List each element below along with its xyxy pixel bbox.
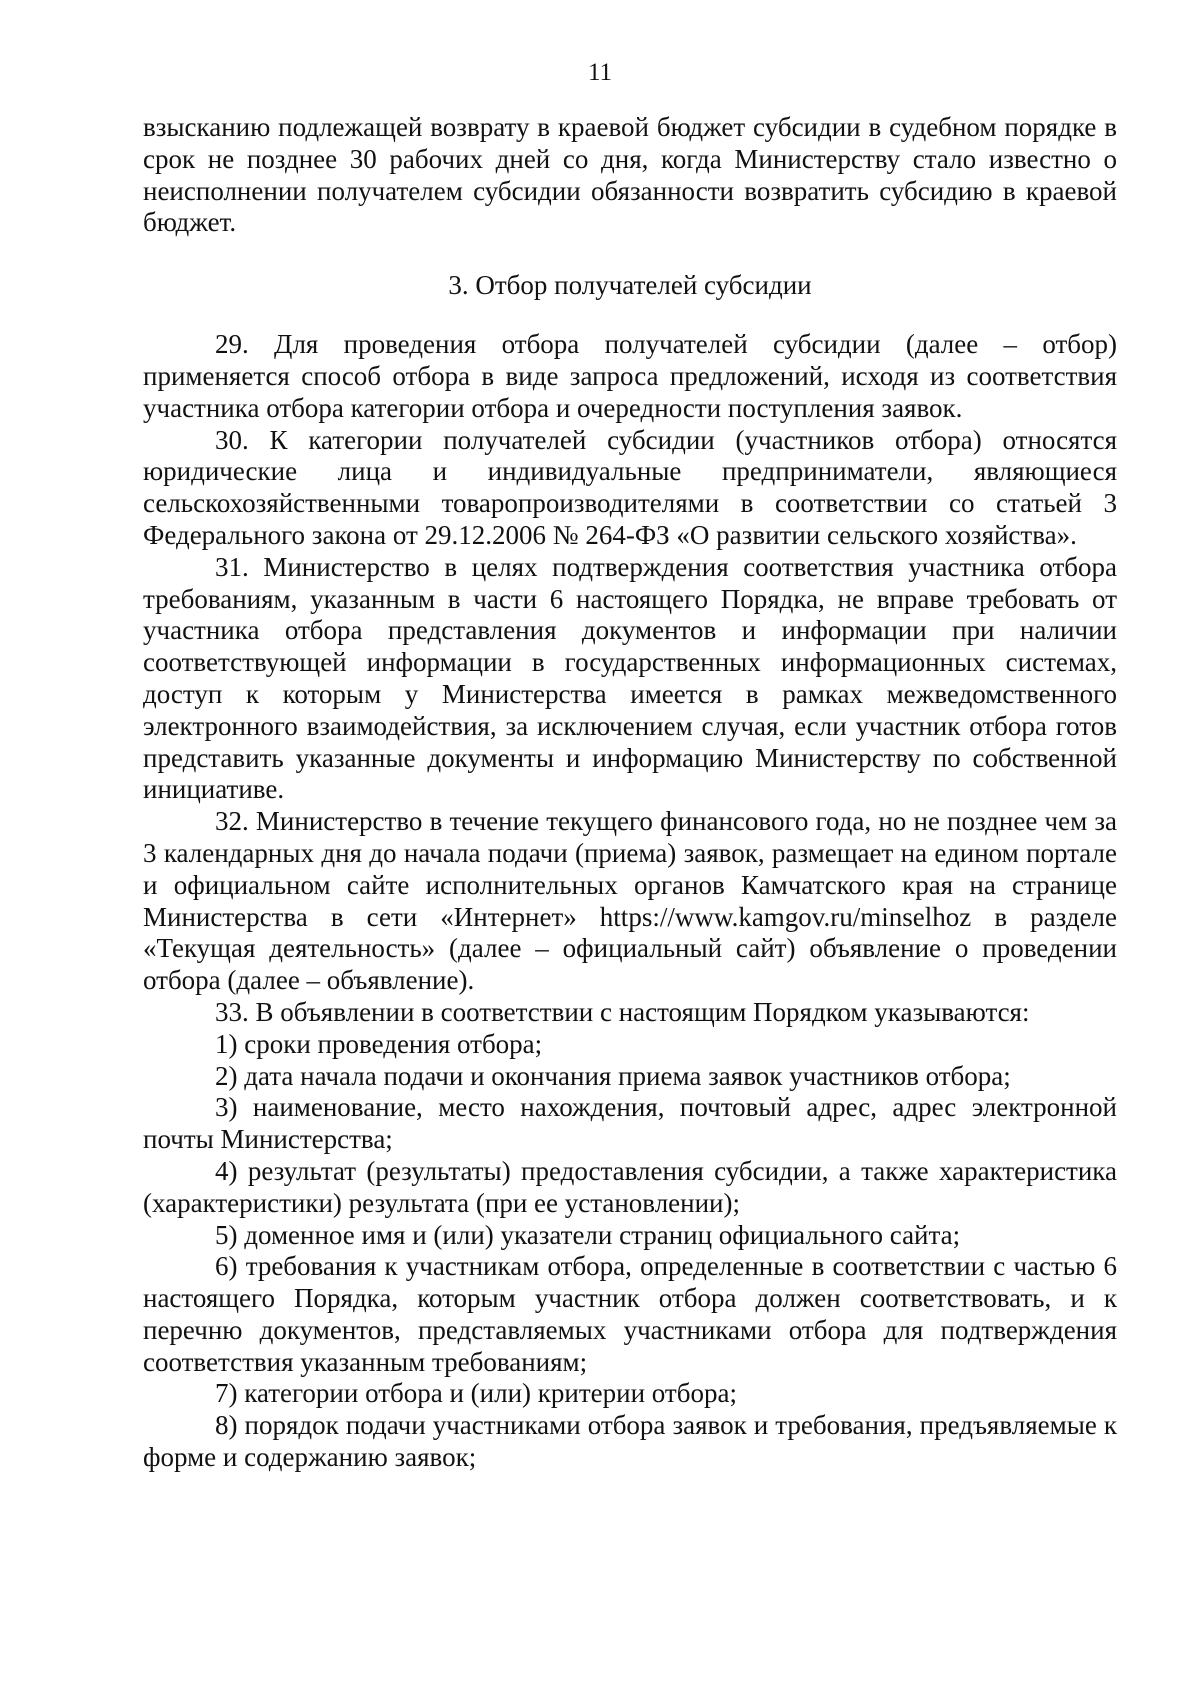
list-item-6: 6) требования к участникам отбора, определенные в соответствии с частью 6 настоящего Порядка, которым участник отбора должен соответствовать, и к перечню документов, представляемых участниками отбора для подтверждения соответствия указанным требованиям; — [143, 1251, 1117, 1377]
section-heading: 3. Отбор получателей субсидии — [448, 270, 812, 301]
list-item-5: 5) доменное имя и (или) указатели страниц официального сайта; — [215, 1219, 961, 1250]
list-item-7: 7) категории отбора и (или) критерии отбора; — [215, 1378, 737, 1409]
list-item-3: 3) наименование, место нахождения, почтовый адрес, адрес электронной почты Министерства; — [143, 1092, 1117, 1155]
page-number: 11 — [587, 59, 613, 86]
list-item-4: 4) результат (результаты) предоставления субсидии, а также характеристика (характеристики) результата (при ее установлении); — [143, 1155, 1117, 1218]
paragraph-31: 31. Министерство в целях подтверждения соответствия участника отбора требованиям, указанным в части 6 настоящего Порядка, не вправе требовать от участника отбора представления документов и информации при наличии соответствующей информации в государственных информационных системах, доступ к которым у Министерства имеется в рамках межведомственного электронного взаимодействия, за исключением случая, если участник отбора готов представить указанные документы и информацию Министерству по собственной инициативе. — [143, 551, 1117, 805]
list-item-2: 2) дата начала подачи и окончания приема заявок участников отбора; — [215, 1060, 1011, 1091]
paragraph-continuation: взысканию подлежащей возврату в краевой бюджет субсидии в судебном порядке в срок не позднее 30 рабочих дней со дня, когда Министерству стало известно о неисполнении получателем субсидии обязанности возвратить субсидию в краевой бюджет. — [143, 112, 1117, 238]
paragraph-32: 32. Министерство в течение текущего финансового года, но не позднее чем за 3 календарных дня до начала подачи (приема) заявок, размещает на едином портале и официальном сайте исполнительных органов Камчатского края на странице Министерства в сети «Интернет» https://www.kamgov.ru/minselhoz в разделе «Текущая деятельность» (далее – официальный сайт) объявление о проведении отбора (далее – объявление). — [143, 806, 1117, 996]
list-item-8: 8) порядок подачи участниками отбора заявок и требования, предъявляемые к форме и содержанию заявок; — [143, 1410, 1117, 1473]
paragraph-33: 33. В объявлении в соответствии с настоящим Порядком указываются: — [215, 996, 1030, 1027]
document-body — [143, 112, 1117, 1474]
list-item-1: 1) сроки проведения отбора; — [215, 1028, 543, 1059]
paragraph-30: 30. К категории получателей субсидии (участников отбора) относятся юридические лица и индивидуальные предприниматели, являющиеся сельскохозяйственными товаропроизводителями в соответствии со статьей 3 Федерального закона от 29.12.2006 № 264-ФЗ «О развитии сельского хозяйства». — [143, 424, 1117, 550]
paragraph-29: 29. Для проведения отбора получателей субсидии (далее – отбор) применяется способ отбора в виде запроса предложений, исходя из соответствия участника отбора категории отбора и очередности поступления заявок. — [143, 329, 1117, 423]
